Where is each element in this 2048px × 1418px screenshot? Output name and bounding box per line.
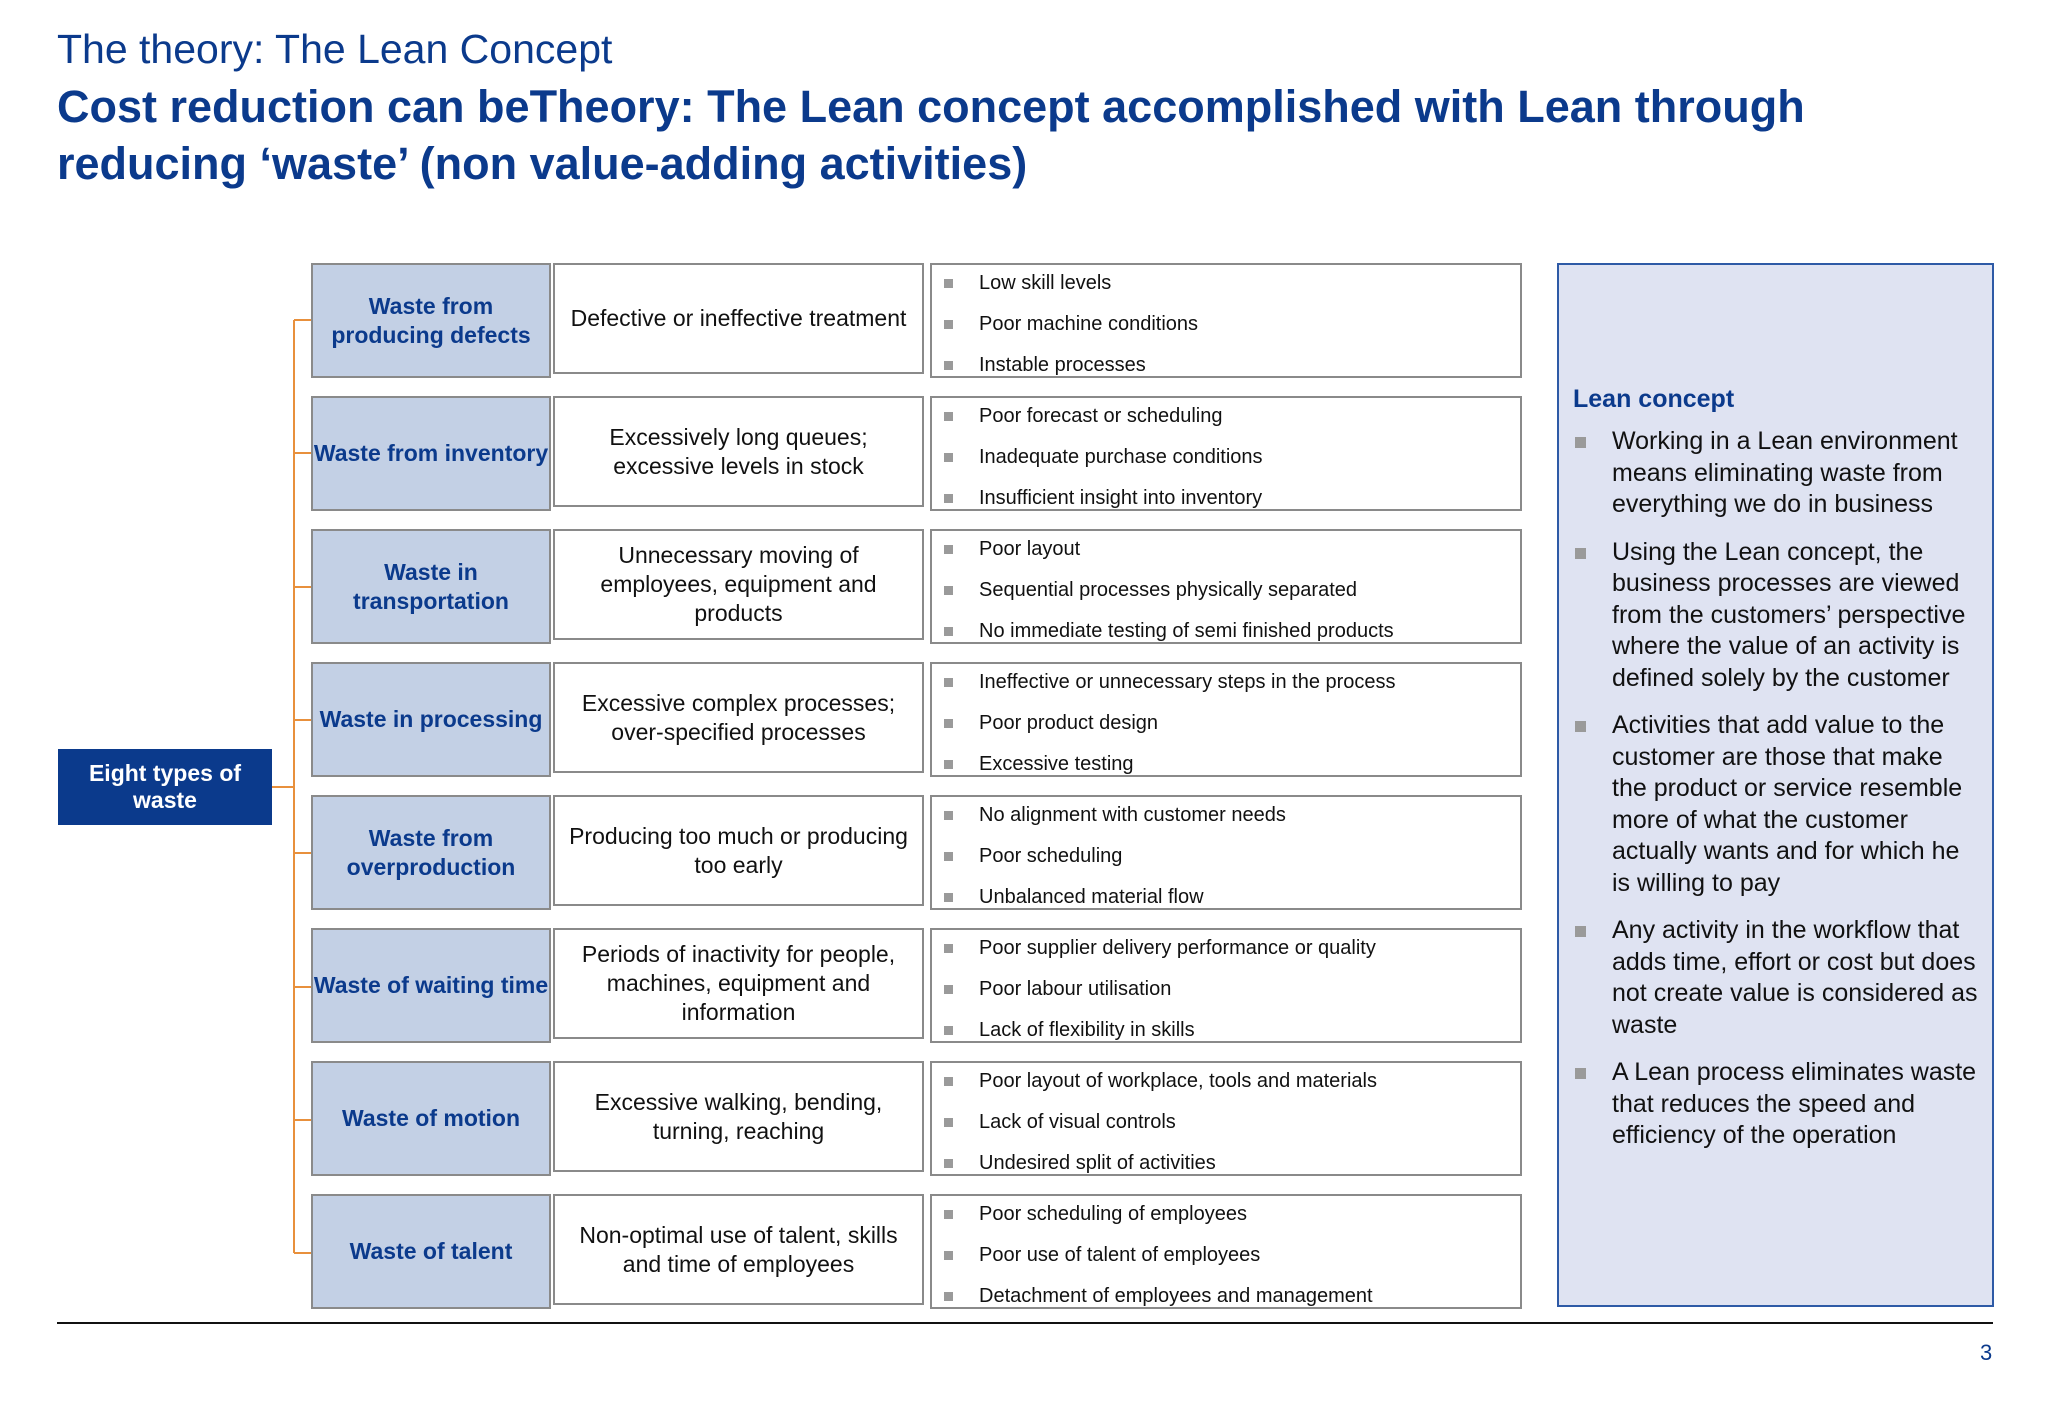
page-subtitle: The theory: The Lean Concept [57, 26, 613, 72]
cause-item [944, 978, 1171, 1001]
waste-description: Non-optimal use of talent, skills and time of employees [553, 1194, 924, 1305]
bullet-icon [944, 627, 953, 636]
bullet-icon [944, 453, 953, 462]
waste-category: Waste from inventory [311, 396, 551, 511]
cause-text: Lack of visual controls [979, 1111, 1176, 1133]
waste-category: Waste of waiting time [311, 928, 551, 1043]
waste-category: Waste in processing [311, 662, 551, 777]
cause-item [944, 354, 1146, 377]
waste-causes [930, 1061, 1522, 1176]
bullet-icon [1575, 1068, 1586, 1079]
panel-bullet-text: Activities that add value to the customer are those that make the product or service resemble more of what the customer actually wants and for which he is willing to pay [1612, 711, 1963, 897]
cause-item [944, 712, 1158, 735]
cause-item [944, 1285, 1373, 1308]
waste-causes [930, 928, 1522, 1043]
cause-text: Poor scheduling of employees [979, 1203, 1247, 1225]
cause-item [944, 446, 1263, 469]
bullet-icon [944, 361, 953, 370]
bullet-icon [944, 1292, 953, 1301]
waste-description: Excessive walking, bending, turning, reaching [553, 1061, 924, 1172]
cause-text: Detachment of employees and management [979, 1285, 1373, 1307]
bullet-icon [1575, 437, 1586, 448]
bullet-icon [944, 1077, 953, 1086]
bullet-icon [944, 320, 953, 329]
cause-text: Undesired split of activities [979, 1152, 1216, 1174]
cause-item [944, 804, 1286, 827]
bullet-icon [944, 811, 953, 820]
cause-item [944, 313, 1198, 336]
cause-item [944, 1203, 1247, 1226]
cause-text: Excessive testing [979, 753, 1134, 775]
bullet-icon [1575, 548, 1586, 559]
waste-description: Periods of inactivity for people, machines, equipment and information [553, 928, 924, 1039]
cause-text: Insufficient insight into inventory [979, 487, 1263, 509]
cause-item [944, 1019, 1195, 1042]
bullet-icon [944, 545, 953, 554]
bullet-icon [944, 412, 953, 421]
cause-text: Sequential processes physically separated [979, 579, 1357, 601]
panel-bullet [1573, 1057, 1978, 1152]
waste-category: Waste from overproduction [311, 795, 551, 910]
bullet-icon [944, 719, 953, 728]
panel-bullet-text: Using the Lean concept, the business processes are viewed from the customers’ perspective where the value of an activity is defined solely by the customer [1612, 537, 1966, 692]
waste-description: Excessive complex processes; over-specified processes [553, 662, 924, 773]
waste-category: Waste in transportation [311, 529, 551, 644]
root-node: Eight types of waste [58, 749, 272, 825]
waste-category: Waste of talent [311, 1194, 551, 1309]
panel-bullet-text: A Lean process eliminates waste that reduces the speed and efficiency of the operation [1612, 1058, 1977, 1149]
bullet-icon [944, 678, 953, 687]
bullet-icon [944, 852, 953, 861]
waste-causes [930, 529, 1522, 644]
cause-item [944, 1111, 1176, 1134]
cause-text: Poor labour utilisation [979, 978, 1172, 1000]
waste-causes [930, 263, 1522, 378]
waste-causes [930, 662, 1522, 777]
bullet-icon [944, 893, 953, 902]
panel-bullet [1573, 537, 1978, 695]
cause-text: Poor layout [979, 538, 1081, 560]
panel-bullet [1573, 915, 1978, 1041]
waste-description: Excessively long queues; excessive levels in stock [553, 396, 924, 507]
cause-item [944, 753, 1134, 776]
bullet-icon [944, 586, 953, 595]
page-number: 3 [1980, 1340, 1993, 1365]
panel-bullet-text: Any activity in the workflow that adds time, effort or cost but does not create value is considered as waste [1612, 916, 1978, 1039]
page-title: Cost reduction can beTheory: The Lean concept accomplished with Lean through reducing ‘waste’ (non value-adding activities) [57, 81, 1805, 189]
cause-text: No alignment with customer needs [979, 804, 1286, 826]
cause-text: No immediate testing of semi finished products [979, 620, 1394, 642]
cause-item [944, 620, 1394, 643]
cause-text: Poor use of talent of employees [979, 1244, 1261, 1266]
cause-text: Low skill levels [979, 272, 1112, 294]
footer-divider [57, 1322, 1993, 1324]
waste-category: Waste of motion [311, 1061, 551, 1176]
panel-title: Lean concept [1573, 385, 1735, 413]
cause-item [944, 1070, 1377, 1093]
cause-text: Poor machine conditions [979, 313, 1199, 335]
bullet-icon [944, 1026, 953, 1035]
cause-text: Poor supplier delivery performance or quality [979, 937, 1376, 959]
cause-text: Poor scheduling [979, 845, 1123, 867]
cause-text: Poor forecast or scheduling [979, 405, 1223, 427]
bullet-icon [944, 985, 953, 994]
waste-causes [930, 1194, 1522, 1309]
cause-item [944, 886, 1204, 909]
waste-causes [930, 795, 1522, 910]
cause-text: Instable processes [979, 354, 1146, 376]
cause-item [944, 1152, 1216, 1175]
cause-text: Ineffective or unnecessary steps in the process [979, 671, 1396, 693]
waste-category: Waste from producing defects [311, 263, 551, 378]
cause-item [944, 487, 1262, 510]
waste-description: Defective or ineffective treatment [553, 263, 924, 374]
waste-description: Producing too much or producing too early [553, 795, 924, 906]
cause-item [944, 1244, 1260, 1267]
cause-item [944, 538, 1080, 561]
bullet-icon [944, 1210, 953, 1219]
bullet-icon [944, 494, 953, 503]
bullet-icon [944, 944, 953, 953]
bullet-icon [944, 1118, 953, 1127]
cause-text: Lack of flexibility in skills [979, 1019, 1195, 1041]
bullet-icon [1575, 926, 1586, 937]
cause-item [944, 937, 1376, 960]
bullet-icon [944, 1251, 953, 1260]
cause-text: Inadequate purchase conditions [979, 446, 1263, 468]
cause-item [944, 405, 1222, 428]
cause-item [944, 845, 1122, 868]
bullet-icon [944, 1159, 953, 1168]
waste-causes [930, 396, 1522, 511]
cause-text: Poor layout of workplace, tools and materials [979, 1070, 1377, 1092]
waste-description: Unnecessary moving of employees, equipment and products [553, 529, 924, 640]
cause-text: Unbalanced material flow [979, 886, 1204, 908]
panel-bullet [1573, 426, 1978, 521]
cause-item [944, 579, 1357, 602]
cause-text: Poor product design [979, 712, 1159, 734]
lean-concept-panel [1557, 263, 1994, 1307]
panel-bullet-text: Working in a Lean environment means eliminating waste from everything we do in business [1612, 427, 1958, 518]
panel-bullet [1573, 710, 1978, 899]
bullet-icon [1575, 721, 1586, 732]
bullet-icon [944, 279, 953, 288]
bullet-icon [944, 760, 953, 769]
cause-item [944, 671, 1396, 694]
cause-item [944, 272, 1111, 295]
